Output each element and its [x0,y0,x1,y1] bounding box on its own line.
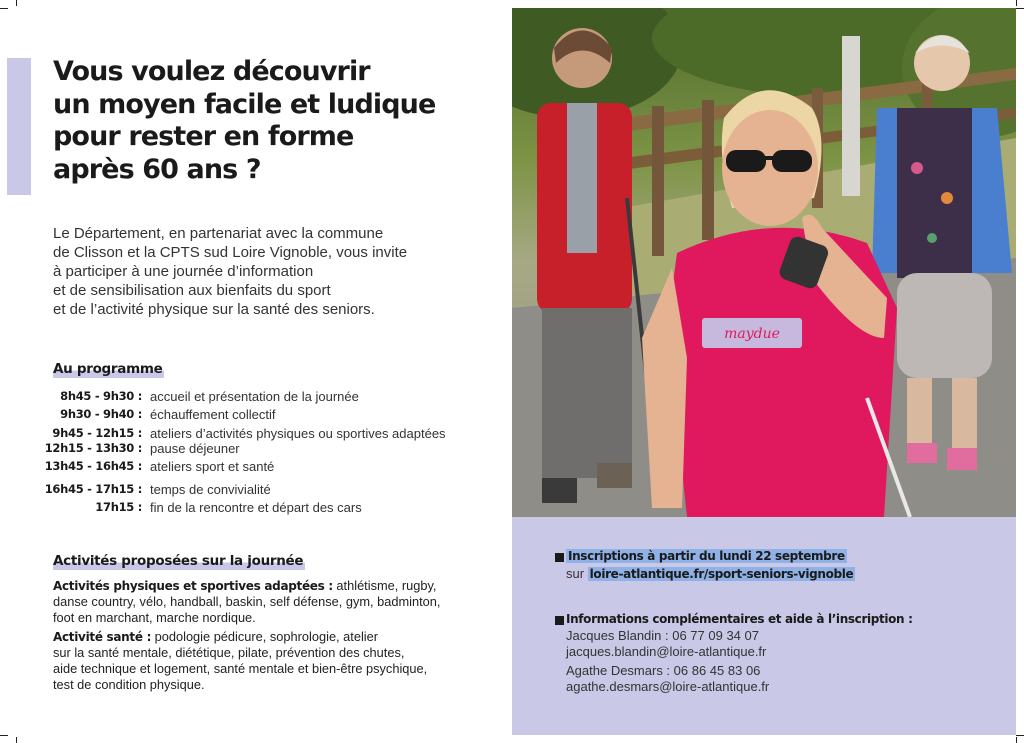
contact-email-link[interactable]: agathe.desmars@loire-atlantique.fr [566,679,770,694]
shirt-print: maydue [724,326,780,342]
programme-desc: échauffement collectif [150,406,276,422]
headline [53,56,493,186]
contact-title-text: Informations complémentaires et aide à l’inscription : [566,612,913,626]
activities-health-text: podologie pédicure, sophrologie, atelier [151,629,379,644]
contact-title [566,612,913,626]
seniors-walking-photo [512,8,1016,517]
activities-health-label: Activité santé : [53,630,152,644]
programme-desc: temps de convivialité [150,481,271,497]
registration-link-line [566,566,855,581]
programme-item [40,458,274,474]
crop-mark [1016,0,1017,6]
intro-paragraph [53,224,493,319]
programme-time: 16h45 - 17h15 : [44,482,142,496]
programme-desc: ateliers sport et santé [150,458,275,474]
contact-email [566,644,766,659]
contact-email-link[interactable]: jacques.blandin@loire-atlantique.fr [566,644,767,659]
contact-name-phone: Agathe Desmars : 06 86 45 83 06 [566,663,761,678]
activities-physical [53,578,493,626]
activities-health-text: sur la santé mentale, diététique, pilate, prévention des chutes, [53,645,405,660]
programme-time: 17h15 : [95,500,142,514]
programme-item [40,425,446,441]
programme-title: Au programme [53,361,163,377]
info-panel [512,517,1016,735]
activities-physical-text: athlétisme, rugby, [332,578,437,593]
crop-mark [0,8,8,9]
crop-mark [16,0,17,6]
headline-line: un moyen facile et ludique [53,88,436,120]
headline-line: après 60 ans ? [53,153,261,185]
activities-health [53,629,493,693]
programme-desc: pause déjeuner [150,440,240,456]
crop-mark [0,735,8,736]
bullet-square [555,553,564,562]
programme-item [40,440,240,456]
contact-name-phone: Jacques Blandin : 06 77 09 34 07 [566,628,759,643]
programme-item [40,481,271,497]
programme-time: 8h45 - 9h30 : [60,389,142,403]
registration-title-text: Inscriptions à partir du lundi 22 septembre [568,549,845,563]
activities-title: Activités proposées sur la journée [53,553,304,569]
crop-mark [16,737,17,743]
programme-item [40,499,362,515]
activities-health-text: test de condition physique. [53,677,205,692]
registration-link[interactable]: loire-atlantique.fr/sport-seniors-vignoble [589,567,854,581]
crop-mark [1016,735,1024,736]
accent-bar [7,58,31,195]
programme-item [40,406,276,422]
registration-title [566,549,847,563]
registration-prefix: sur [566,566,588,581]
activities-health-text: aide technique et logement, santé mentale et bien-être psychique, [53,661,428,676]
activities-physical-text: foot en marchant, marche nordique. [53,610,256,625]
programme-item [40,388,359,404]
intro-line: Le Département, en partenariat avec la commune [53,225,384,242]
photo-illustration [512,8,1016,517]
contact-email [566,679,769,694]
intro-line: et de l’activité physique sur la santé des seniors. [53,301,375,318]
headline-line: Vous voulez découvrir [53,56,370,87]
programme-time: 13h45 - 16h45 : [44,459,142,473]
activities-physical-label: Activités physiques et sportives adaptées : [53,579,333,593]
programme-desc: accueil et présentation de la journée [150,388,359,404]
crop-mark [1016,737,1017,743]
intro-line: à participer à une journée d’information [53,263,314,280]
headline-line: pour rester en forme [53,121,354,152]
programme-desc: ateliers d’activités physiques ou sportives adaptées [150,425,446,441]
programme-time: 9h30 - 9h40 : [60,407,142,421]
programme-desc: fin de la rencontre et départ des cars [150,499,362,515]
intro-line: et de sensibilisation aux bienfaits du sport [53,282,331,299]
intro-line: de Clisson et la CPTS sud Loire Vignoble, vous invite [53,244,408,261]
crop-mark [1016,8,1024,9]
bullet-square [555,616,564,625]
programme-time: 9h45 - 12h15 : [52,426,142,440]
activities-physical-text: danse country, vélo, handball, baskin, self défense, gym, badminton, [53,594,441,609]
programme-time: 12h15 - 13h30 : [44,441,142,455]
